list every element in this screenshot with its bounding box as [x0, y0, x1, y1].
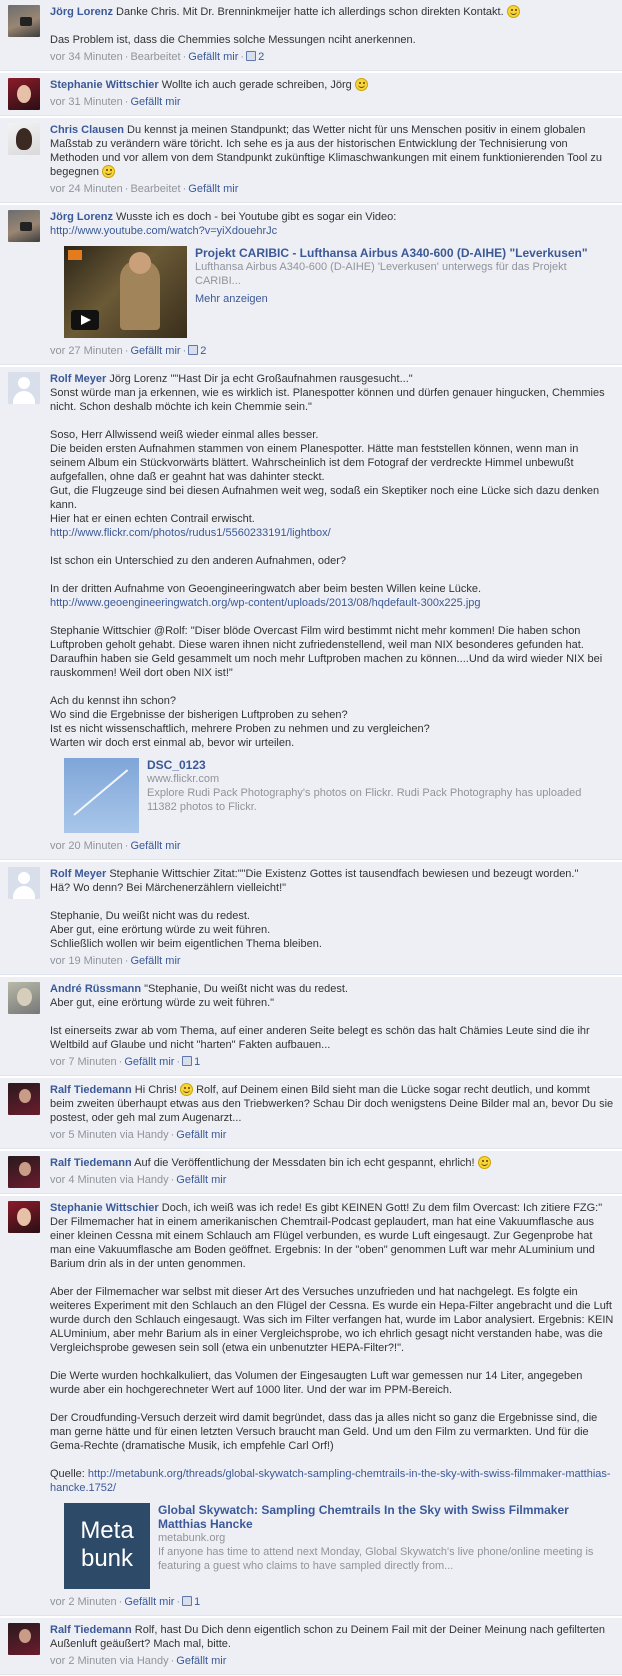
comment-text: Ist einerseits zwar ab vom Thema, auf einer anderen Seite belegt es schön das halt Chämies Leute sind die ihr Weltbild auf Glaube und nicht "harten" Fakten aufbauen...	[50, 1025, 590, 1051]
comment-text: Die beiden ersten Aufnahmen stammen von einem Planespotter. Hätte man feststellen können, wenn man in seinem Album ein Stückvorwärts blättert. Wahrscheinlich ist dem Fotograf der verdreckte Himmel unbewußt aufgefallen, ohne daß er geahnt hat was dahinter steckt.	[50, 443, 579, 483]
author-name[interactable]: Ralf Tiedemann	[50, 1624, 132, 1636]
preview-description: If anyone has time to attend next Monday, Global Skywatch's live phone/online meeting is featuring a guest who claims to have sampled directly from...	[158, 1546, 594, 1572]
comment-meta	[50, 1173, 614, 1187]
comment-paragraph	[50, 923, 614, 937]
smiley-emoji-icon	[478, 1156, 491, 1169]
timestamp[interactable]: vor 2 Minuten via Handy	[50, 1655, 169, 1667]
like-button[interactable]: Gefällt mir	[176, 1129, 227, 1141]
comment-text: Hier hat er einen echten Contrail erwischt.	[50, 513, 255, 525]
link-preview[interactable]	[64, 1503, 614, 1589]
link-preview[interactable]	[64, 246, 614, 338]
comment-text: Warten wir doch erst einmal ab, bevor wir urteilen.	[50, 737, 295, 749]
comment-paragraph	[50, 1623, 614, 1651]
comment-text: Wollte ich auch gerade schreiben, Jörg	[161, 79, 352, 91]
comment-meta	[50, 954, 614, 968]
metabunk-logo[interactable]: Meta bunk	[64, 1503, 150, 1589]
comment-body	[50, 5, 614, 47]
comment-text: Quelle:	[50, 1468, 88, 1480]
comment	[0, 366, 622, 860]
thumbs-up-icon	[182, 1596, 192, 1606]
comment-meta	[50, 95, 614, 109]
separator: ·	[124, 840, 129, 852]
play-icon[interactable]	[71, 310, 99, 330]
comment-body	[50, 1156, 614, 1170]
like-button[interactable]: Gefällt mir	[176, 1174, 227, 1186]
like-button[interactable]: Gefällt mir	[188, 51, 239, 63]
like-count-value: 2	[200, 345, 207, 357]
comment-text: Aber gut, eine erörtung würde zu weit führen."	[50, 997, 275, 1009]
like-button[interactable]: Gefällt mir	[130, 955, 181, 967]
comment-meta	[50, 1595, 614, 1609]
avatar[interactable]	[8, 867, 40, 899]
comment-link[interactable]: http://www.youtube.com/watch?v=yiXdouehrJc	[50, 225, 278, 237]
comment-paragraph	[50, 33, 614, 47]
author-name[interactable]: Ralf Tiedemann	[50, 1157, 132, 1169]
avatar[interactable]	[8, 5, 40, 37]
comment-paragraph	[50, 512, 614, 526]
separator: ·	[124, 96, 129, 108]
timestamp[interactable]: vor 5 Minuten via Handy	[50, 1129, 169, 1141]
author-name[interactable]: André Rüssmann	[50, 983, 142, 995]
comment-text: Das Problem ist, dass die Chemmies solche Messungen nciht anerkennen.	[50, 34, 416, 46]
comment	[0, 976, 622, 1076]
preview-title[interactable]: Projekt CARIBIC - Lufthansa Airbus A340-600 (D-AIHE) "Leverkusen"	[195, 246, 588, 260]
comment-meta	[50, 839, 614, 853]
like-button[interactable]: Gefällt mir	[124, 1056, 175, 1068]
like-count[interactable]	[182, 1056, 200, 1068]
avatar[interactable]	[8, 1083, 40, 1115]
preview-info	[139, 758, 614, 833]
separator: ·	[124, 51, 129, 63]
comment-paragraph	[50, 937, 614, 951]
preview-description: Lufthansa Airbus A340-600 (D-AIHE) 'Leverkusen' unterwegs für das Projekt CARIBI...	[195, 261, 567, 287]
comment-paragraph	[50, 982, 614, 996]
comment-meta	[50, 344, 614, 358]
separator: ·	[124, 345, 129, 357]
comment-text: Ach du kennst ihn schon?	[50, 695, 176, 707]
timestamp[interactable]: vor 20 Minuten	[50, 840, 123, 852]
preview-thumbnail[interactable]	[64, 758, 139, 833]
thumbs-up-icon	[188, 345, 198, 355]
comment-body	[50, 1083, 614, 1125]
comment	[0, 204, 622, 365]
comment-paragraph	[50, 596, 614, 610]
author-name[interactable]: Chris Clausen	[50, 124, 124, 136]
comment-text: Jörg Lorenz ""Hast Dir ja echt Großaufnahmen rausgesucht..."	[109, 373, 413, 385]
comment-paragraph	[50, 1467, 614, 1495]
comment-paragraph	[50, 582, 614, 596]
comment-paragraph	[50, 442, 614, 484]
source-link[interactable]: http://metabunk.org/threads/global-skywatch-sampling-chemtrails-in-the-sky-with-swiss-filmmaker-matthias-hancke.1752/	[50, 1468, 611, 1494]
like-button[interactable]: Gefällt mir	[188, 183, 239, 195]
comment-meta	[50, 1654, 614, 1668]
comment-paragraph	[50, 372, 614, 386]
avatar[interactable]	[8, 78, 40, 110]
thumbs-up-icon	[246, 51, 256, 61]
smiley-emoji-icon	[180, 1083, 193, 1096]
separator: ·	[182, 183, 187, 195]
thumbs-up-icon	[182, 1056, 192, 1066]
comment-text: Rolf, auf Deinem einen Bild sieht man die Lücke sogar recht deutlich, und kommt beim zweiten überhaupt etwas aus den Triebwerken? Schau Dir doch wenigstens Deine Bilder mal an, bevor Du sie postest, oder geh mal zum Augenarzt...	[50, 1084, 614, 1124]
comment-paragraph	[50, 210, 614, 224]
comment	[0, 117, 622, 203]
avatar[interactable]	[8, 123, 40, 155]
author-name[interactable]: Stephanie Wittschier	[50, 1202, 159, 1214]
comment-paragraph	[50, 1024, 614, 1052]
comment-paragraph	[50, 708, 614, 722]
author-name[interactable]: Stephanie Wittschier	[50, 79, 159, 91]
like-count[interactable]	[182, 1596, 200, 1608]
like-count-value: 1	[194, 1596, 201, 1608]
comment-paragraph	[50, 386, 614, 414]
comment-paragraph	[50, 881, 614, 895]
comment-paragraph	[50, 736, 614, 750]
like-button[interactable]: Gefällt mir	[130, 96, 181, 108]
comment	[0, 1150, 622, 1194]
comment-meta	[50, 182, 614, 196]
show-more-link[interactable]: Mehr anzeigen	[195, 293, 268, 305]
comment-body	[50, 78, 614, 92]
like-button[interactable]: Gefällt mir	[130, 345, 181, 357]
author-name[interactable]: Ralf Tiedemann	[50, 1084, 132, 1096]
preview-domain: metabunk.org	[158, 1532, 226, 1544]
timestamp[interactable]: vor 19 Minuten	[50, 955, 123, 967]
comment-meta	[50, 1055, 614, 1069]
comment-text: In der dritten Aufnahme von Geoengineeringwatch aber beim besten Willen keine Lücke.	[50, 583, 482, 595]
timestamp[interactable]: vor 7 Minuten	[50, 1056, 117, 1068]
comment-text: Doch, ich weiß was ich rede! Es gibt KEINEN Gott! Zu dem film Overcast: Ich zitiere FZG:" Der Filmemacher hat in einem amerikanischen Chemtrail-Podcast geplaudert, man hat eine Vakuumflasche aus einer kleinen Cessna mit einem Schlauch am Flügel verbunden, es wurde Luft eingesaugt. Zur Gegenprobe hat man eine Vakuumflasche am Boden geöffnet. Ergebnis: In der "oben" genommen Luft war mehr ALuminium und Barium drin als in der unten genommen.	[50, 1202, 603, 1270]
comment-body	[50, 123, 614, 179]
separator: ·	[118, 1596, 123, 1608]
author-name[interactable]: Jörg Lorenz	[50, 6, 113, 18]
like-button[interactable]: Gefällt mir	[176, 1655, 227, 1667]
timestamp[interactable]: vor 2 Minuten	[50, 1596, 117, 1608]
comment-body	[50, 372, 614, 750]
comment-text: Hi Chris!	[134, 1084, 177, 1096]
preview-title[interactable]: Global Skywatch: Sampling Chemtrails In the Sky with Swiss Filmmaker Matthias Hancke	[158, 1503, 569, 1531]
avatar[interactable]	[8, 982, 40, 1014]
comment-text: Hä? Wo denn? Bei Märchenerzählern vielleicht!"	[50, 882, 287, 894]
timestamp[interactable]: vor 4 Minuten via Handy	[50, 1174, 169, 1186]
comment-paragraph	[50, 1156, 614, 1170]
timestamp[interactable]: vor 24 Minuten	[50, 183, 123, 195]
like-count[interactable]	[246, 51, 264, 63]
comment-paragraph	[50, 694, 614, 708]
comment-text: Du kennst ja meinen Standpunkt; das Wetter nicht für uns Menschen positiv in einem globalen Maßstab zu verändern wäre töricht. Ich sehe es ja aus der historischen Entwicklung der Technisierung von Methoden und vor allem von dem Standpunkt zukünftige Klimaschwankungen mit einem funktionierenden Tool zu begegnen	[50, 124, 602, 178]
comment-link[interactable]: http://www.flickr.com/photos/rudus1/5560233191/lightbox/	[50, 527, 331, 539]
timestamp[interactable]: vor 31 Minuten	[50, 96, 123, 108]
comment-text: Aber gut, eine erörtung würde zu weit führen.	[50, 924, 271, 936]
separator: ·	[170, 1174, 175, 1186]
separator: ·	[118, 1056, 123, 1068]
comment-text: "Stephanie, Du weißt nicht was du redest.	[144, 983, 348, 995]
preview-thumbnail[interactable]	[64, 246, 187, 338]
channel-logo-icon	[68, 250, 82, 260]
avatar[interactable]	[8, 372, 40, 404]
like-count[interactable]	[188, 345, 206, 357]
comment-paragraph	[50, 484, 614, 512]
comment-paragraph	[50, 1201, 614, 1271]
comment-text: Wo sind die Ergebnisse der bisherigen Luftproben zu sehen?	[50, 709, 348, 721]
separator: ·	[176, 1056, 181, 1068]
preview-thumbnail[interactable]	[64, 1503, 150, 1589]
comment-text: Schließlich wollen wir beim eigentlichen Thema bleiben.	[50, 938, 322, 950]
separator: ·	[124, 955, 129, 967]
smiley-emoji-icon	[355, 78, 368, 91]
video-frame-person	[120, 260, 160, 330]
comment-text: Die Werte wurden hochkalkuliert, das Volumen der Eingesaugten Luft war gemessen nur 14 Liter, angegeben wurde aber ein hochgerechneter Wert auf 1000 liter. Und der war im PPM-Bereich.	[50, 1370, 583, 1396]
preview-title[interactable]: DSC_0123	[147, 758, 206, 772]
comment	[0, 0, 622, 71]
comment-paragraph	[50, 909, 614, 923]
avatar[interactable]	[8, 1156, 40, 1188]
comment-paragraph	[50, 1369, 614, 1397]
like-count-value: 1	[194, 1056, 201, 1068]
separator: ·	[182, 345, 187, 357]
smiley-emoji-icon	[102, 165, 115, 178]
comment-paragraph	[50, 722, 614, 736]
comment-text: Der Croudfunding-Versuch derzeit wird damit begründet, dass das ja alles nicht so ganz die Ergebnisse sind, die man gerne hätte und für einen letzten Versuch braucht man Geld. Und um den Film zu vermarkten. Und für die Gema-Rechte (dramatische Musik, ich empfehle Carl Orf!)	[50, 1412, 598, 1452]
separator: ·	[240, 51, 245, 63]
like-button[interactable]: Gefällt mir	[124, 1596, 175, 1608]
preview-info	[150, 1503, 614, 1589]
author-name[interactable]: Rolf Meyer	[50, 868, 107, 880]
comment-paragraph	[50, 123, 614, 179]
comment-paragraph	[50, 1285, 614, 1355]
comment-text: Stephanie, Du weißt nicht was du redest.	[50, 910, 250, 922]
comment-text: Rolf, hast Du Dich denn eigentlich schon zu Deinem Fail mit der Deiner Meinung nach gefilterten Außenluft geäußert? Mach mal, bitte.	[50, 1624, 605, 1650]
avatar[interactable]	[8, 1201, 40, 1233]
timestamp[interactable]: vor 34 Minuten	[50, 51, 123, 63]
comment-paragraph	[50, 526, 614, 540]
sky-photo-thumbnail[interactable]	[64, 758, 139, 833]
avatar[interactable]	[8, 210, 40, 242]
comment-paragraph	[50, 554, 614, 568]
comment-body	[50, 210, 614, 238]
like-count-value: 2	[258, 51, 265, 63]
comment-text: Aber der Filmemacher war selbst mit dieser Art des Versuches unzufrieden und hat nachgelegt. Es folgte ein weiteres Experiment mit den Schlauch an den Flügel der Cessna. Es wurde ein Hepa-Filter angebracht und die Luft wurde durch den Schlauch eingesaugt. Was sich im Filter verfangen hat, wurde im Labor analysiert. Ergebnis: KEIN ALUminium, aber mehr Barium als in einer Vergleichsprobe, wo ich ehrlich gesagt nicht verstanden habe, was die Vergleichsprobe gewesen sein soll (etwa ein unbenutzter HEPA-Filter?!".	[50, 1286, 614, 1354]
separator: ·	[170, 1129, 175, 1141]
edited-label[interactable]: Bearbeitet	[130, 183, 181, 195]
comment	[0, 861, 622, 975]
comment-text: Soso, Herr Allwissend weiß wieder einmal alles besser.	[50, 429, 319, 441]
smiley-emoji-icon	[507, 5, 520, 18]
comment-text: Sonst würde man ja erkennen, wie es wirklich ist. Planespotter können und dürfen genauer hingucken, Chemmies nicht. Schon deshalb möchte ich kein Chemmie sein."	[50, 387, 605, 413]
separator: ·	[170, 1655, 175, 1667]
comment-text: Ist schon ein Unterschied zu den anderen Aufnahmen, oder?	[50, 555, 346, 567]
separator: ·	[176, 1596, 181, 1608]
edited-label[interactable]: Bearbeitet	[130, 51, 181, 63]
link-preview[interactable]	[64, 758, 614, 833]
comment-body	[50, 867, 614, 951]
timestamp[interactable]: vor 27 Minuten	[50, 345, 123, 357]
comment-body	[50, 1201, 614, 1495]
comment-text: Gut, die Flugzeuge sind bei diesen Aufnahmen weit weg, sodaß ein Skeptiker noch eine Lücke sich dazu denken kann.	[50, 485, 600, 511]
comment-paragraph	[50, 224, 614, 238]
comment-text: Wusste ich es doch - bei Youtube gibt es sogar ein Video:	[116, 211, 397, 223]
comment-paragraph	[50, 624, 614, 680]
comment-paragraph	[50, 996, 614, 1010]
separator: ·	[182, 51, 187, 63]
comment	[0, 1077, 622, 1149]
comment-body	[50, 982, 614, 1052]
avatar[interactable]	[8, 1623, 40, 1655]
preview-info	[187, 246, 614, 338]
comment-paragraph	[50, 1083, 614, 1125]
preview-description: Explore Rudi Pack Photography's photos on Flickr. Rudi Pack Photography has uploaded 11382 photos to Flickr.	[147, 787, 582, 813]
video-thumbnail[interactable]	[64, 246, 187, 338]
author-name[interactable]: Jörg Lorenz	[50, 211, 113, 223]
comment-paragraph	[50, 428, 614, 442]
comment	[0, 72, 622, 116]
comment-text: Danke Chris. Mit Dr. Brenninkmeijer hatte ich allerdings schon direkten Kontakt.	[116, 6, 504, 18]
preview-domain: www.flickr.com	[147, 773, 220, 785]
comment-meta	[50, 1128, 614, 1142]
comment-paragraph	[50, 5, 614, 19]
comment-body	[50, 1623, 614, 1651]
comment-link[interactable]: http://www.geoengineeringwatch.org/wp-content/uploads/2013/08/hqdefault-300x225.jpg	[50, 597, 481, 609]
comment-paragraph	[50, 78, 614, 92]
comment-text: Stephanie Wittschier @Rolf: "Diser blöde Overcast Film wird bestimmt nicht mehr kommen! Die haben schon Luftproben geholt gehabt. Diese waren ihnen nicht zufriedenstellend, weil man NIX besonderes gefunden hat. Daraufhin haben sie Geld gesammelt um noch mehr Luftproben machen zu können....Und da wird wieder NIX bei rauskommen! Weil dort oben NIX ist!"	[50, 625, 603, 679]
comment-text: Stephanie Wittschier Zitat:""Die Existenz Gottes ist tausendfach bewiesen und bezeugt worden."	[109, 868, 579, 880]
comment-meta	[50, 50, 614, 64]
author-name[interactable]: Rolf Meyer	[50, 373, 107, 385]
comment	[0, 1195, 622, 1616]
separator: ·	[124, 183, 129, 195]
comment-text: Auf die Veröffentlichung der Messdaten bin ich echt gespannt, ehrlich!	[134, 1157, 475, 1169]
comment-paragraph	[50, 867, 614, 881]
comment-paragraph	[50, 1411, 614, 1453]
comment	[0, 1617, 622, 1675]
comment-text: Ist es nicht wissenschaftlich, mehrere Proben zu nehmen und zu vergleichen?	[50, 723, 430, 735]
like-button[interactable]: Gefällt mir	[130, 840, 181, 852]
